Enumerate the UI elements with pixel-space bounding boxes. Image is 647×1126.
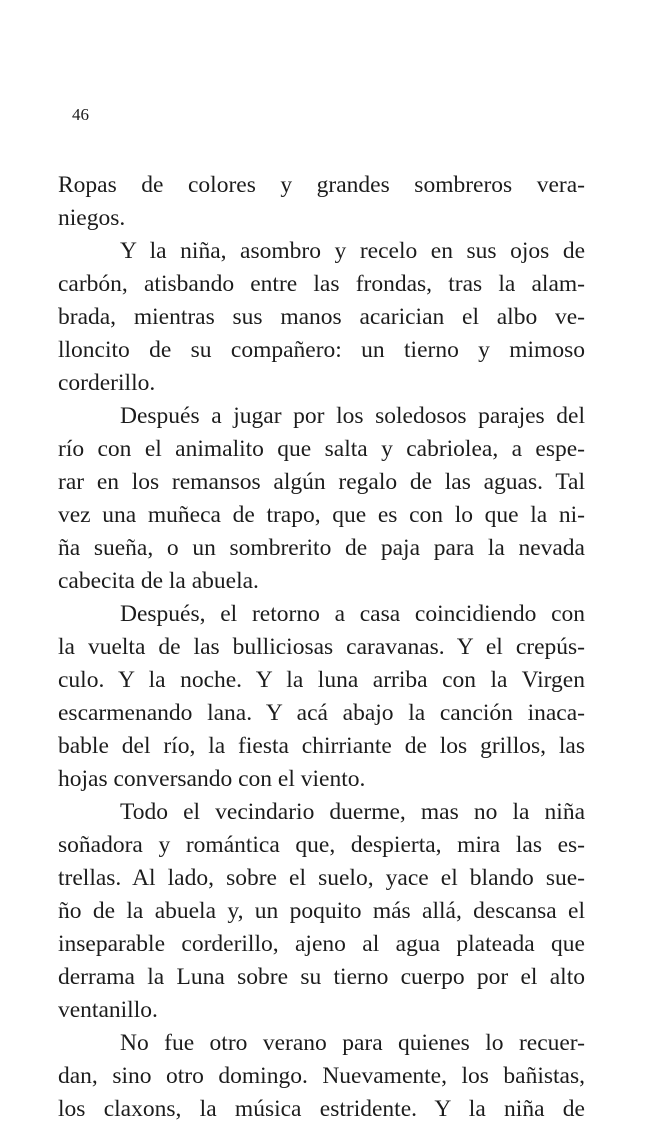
page-number: 46: [72, 105, 89, 124]
text-line: rar en los remansos algún regalo de las aguas. Tal: [58, 469, 585, 495]
text-line: ño de la abuela y, un poquito más allá, descansa el: [58, 898, 585, 924]
text-line: lloncito de su compañero: un tierno y mimoso: [58, 337, 585, 363]
text-line: brada, mientras sus manos acarician el albo ve-: [58, 304, 585, 330]
text-line: Ropas de colores y grandes sombreros vera-: [58, 172, 585, 198]
text-line: Todo el vecindario duerme, mas no la niña: [120, 799, 585, 825]
text-line: soñadora y romántica que, despierta, mira las es-: [58, 832, 585, 858]
text-line: Y la niña, asombro y recelo en sus ojos de: [120, 238, 585, 264]
body-text: [58, 169, 585, 1126]
text-line: ventanillo.: [58, 997, 158, 1023]
text-line: hojas conversando con el viento.: [58, 766, 366, 792]
text-line: cabecita de la abuela.: [58, 568, 259, 594]
text-line: trellas. Al lado, sobre el suelo, yace el blando sue-: [58, 865, 585, 891]
text-line: río con el animalito que salta y cabriolea, a espe-: [58, 436, 585, 462]
text-line: bable del río, la fiesta chirriante de los grillos, las: [58, 733, 585, 759]
text-line: ña sueña, o un sombrerito de paja para la nevada: [58, 535, 585, 561]
text-line: culo. Y la noche. Y la luna arriba con la Virgen: [58, 667, 585, 693]
text-line: la vuelta de las bulliciosas caravanas. Y el crepús-: [58, 634, 585, 660]
text-line: No fue otro verano para quienes lo recuer-: [120, 1030, 585, 1056]
text-line: niegos.: [58, 205, 126, 231]
text-line: vez una muñeca de trapo, que es con lo que la ni-: [58, 502, 585, 528]
text-line: escarmenando lana. Y acá abajo la canción inaca-: [58, 700, 585, 726]
text-line: Después a jugar por los soledosos parajes del: [120, 403, 585, 429]
text-line: derrama la Luna sobre su tierno cuerpo por el alto: [58, 964, 585, 990]
text-line: los claxons, la música estridente. Y la niña de: [58, 1096, 585, 1122]
text-line: dan, sino otro domingo. Nuevamente, los bañistas,: [58, 1063, 585, 1089]
text-line: corderillo.: [58, 370, 156, 396]
text-line: carbón, atisbando entre las frondas, tras la alam-: [58, 271, 585, 297]
text-line: Después, el retorno a casa coincidiendo con: [120, 601, 585, 627]
text-line: inseparable corderillo, ajeno al agua plateada que: [58, 931, 585, 957]
